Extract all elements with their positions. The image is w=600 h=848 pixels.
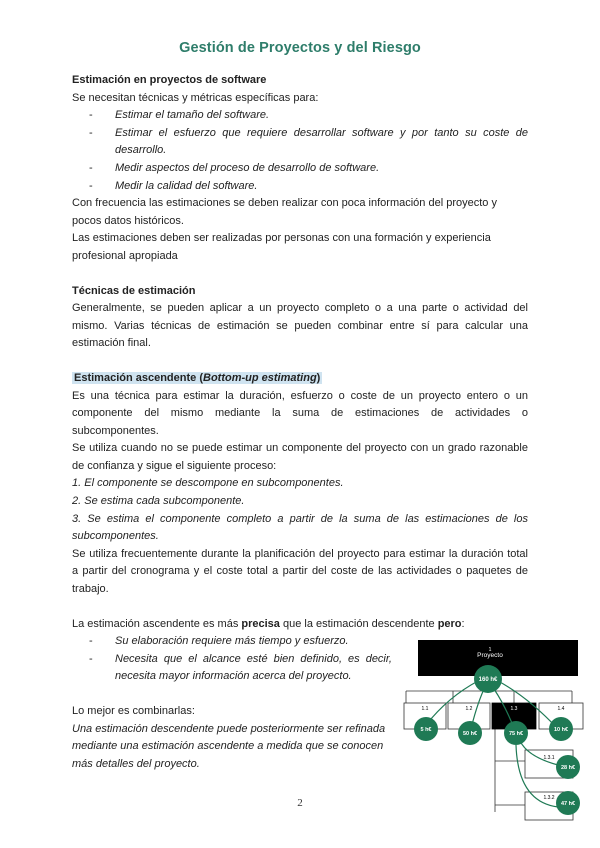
paragraph: Se utiliza cuando no se puede estimar un componente del proyecto con un grado razonable de confianza y sigue el siguiente proceso: (72, 442, 528, 472)
sub-label: 1.3.2 (543, 795, 555, 801)
list-item: - Estimar el esfuerzo que requiere desarrollar software y por tanto su coste de desarrollo. (89, 126, 528, 157)
list-item: 2. Se estima cada subcomponente. (72, 495, 245, 508)
paragraph: Las estimaciones deben ser realizadas por personas con una formación y experiencia profesional apropiada (72, 232, 491, 262)
paragraph: La estimación ascendente es más precisa que la estimación descendente pero: (72, 617, 465, 630)
value-label: 10 h€ (553, 727, 569, 733)
child-label: 1.4 (557, 706, 565, 712)
list-item: - Necesita que el alcance esté bien definido, es decir, necesita mayor información acerca del proyecto. (89, 652, 392, 683)
section-heading-estimacion-software: Estimación en proyectos de software (72, 74, 267, 86)
list-item: 3. Se estima el componente completo a partir de la suma de las estimaciones de los subcomponentes. (72, 512, 528, 543)
paragraph: Generalmente, se pueden aplicar a un proyecto completo o a una parte o actividad del mismo. Varias técnicas de estimación se pueden combinar entre sí para calcular una estimación final. (72, 302, 528, 350)
root-num: 1 (488, 647, 492, 653)
paragraph: Se necesitan técnicas y métricas específicas para: (72, 91, 319, 104)
child-label: 1.3 (510, 706, 518, 712)
list-item: 1. El componente se descompone en subcomponentes. (72, 477, 344, 490)
list-item: - Medir aspectos del proceso de desarrollo de software. (89, 161, 380, 174)
paragraph: Se utiliza frecuentemente durante la planificación del proyecto para estimar la duración total a partir del cronograma y el coste total a partir del coste de las actividades o paquetes de trabajo. (72, 547, 528, 596)
list-item: - Su elaboración requiere más tiempo y esfuerzo. (89, 635, 349, 648)
paragraph: Es una técnica para estimar la duración, esfuerzo o coste de un proyecto entero o un componente del mismo mediante la suma de estimaciones de actividades o subcomponentes. (72, 389, 528, 437)
list-item: - Estimar el tamaño del software. (89, 109, 270, 122)
value-label: 75 h€ (508, 731, 524, 737)
value-label: 47 h€ (560, 801, 576, 807)
root-label: Proyecto (477, 652, 503, 659)
paragraph: Lo mejor es combinarlas: (72, 705, 195, 717)
paragraph: Una estimación descendente puede posteriormente ser refinada mediante una estimación ascendente a medida que se conocen más detalles del proyecto. (72, 722, 386, 770)
value-label: 50 h€ (462, 731, 478, 737)
value-label: 160 h€ (478, 677, 498, 683)
value-label: 5 h€ (420, 727, 432, 733)
paragraph: Con frecuencia las estimaciones se deben realizar con poca información del proyecto y pocos datos históricos. (72, 197, 497, 227)
sub-label: 1.3.1 (543, 755, 555, 761)
section-heading-tecnicas: Técnicas de estimación (72, 284, 196, 297)
bottom-up-diagram (398, 637, 588, 847)
page-title: Gestión de Proyectos y del Riesgo (179, 40, 421, 56)
value-label: 28 h€ (560, 765, 576, 771)
page-number: 2 (297, 797, 303, 809)
section-heading-ascendente: Estimación ascendente (Bottom-up estimating) (74, 371, 321, 384)
child-label: 1.1 (421, 706, 429, 712)
child-label: 1.2 (465, 706, 473, 712)
list-item: - Medir la calidad del software. (89, 179, 258, 192)
